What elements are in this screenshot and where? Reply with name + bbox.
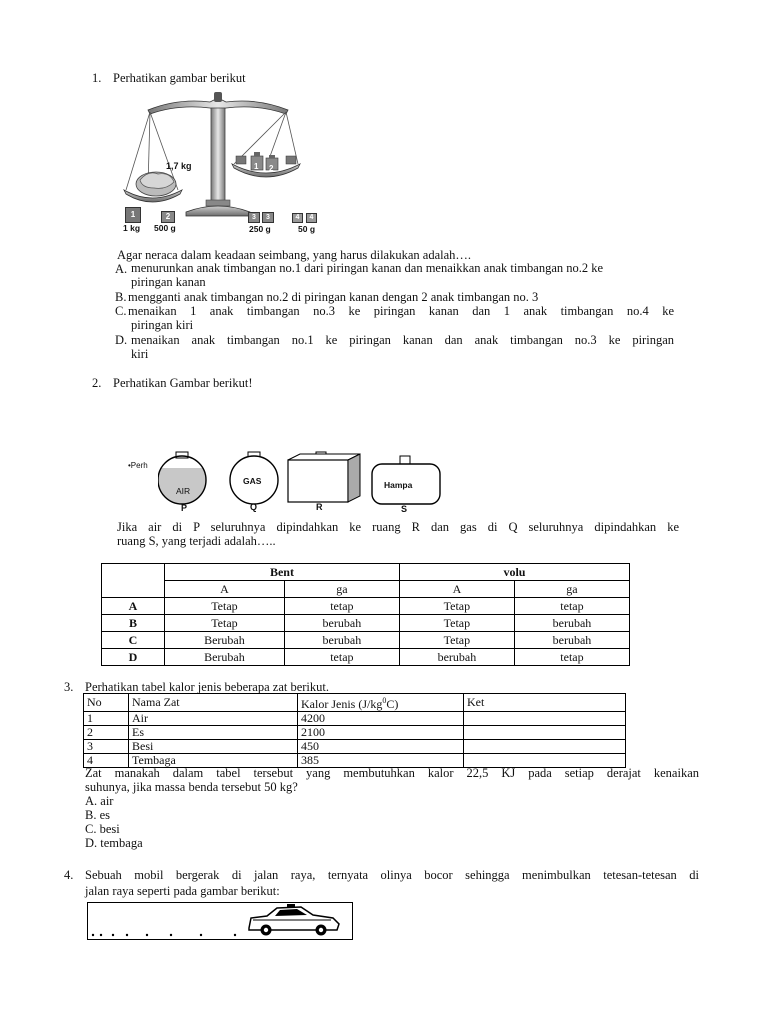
weight-block-3a: 3 <box>248 212 260 223</box>
table-cell: tetap <box>514 598 629 615</box>
letter-p: P <box>181 503 188 513</box>
label-hampa: Hampa <box>384 480 413 490</box>
q3-specific-heat-table <box>83 693 626 768</box>
q1-option-b-line1: mengganti anak timbangan no.2 di piringan kanan dengan 2 anak timbangan no. 3 <box>128 290 539 304</box>
containers-figure <box>158 450 458 506</box>
header-kalor: Kalor Jenis $(J/kg^0C)$ <box>298 694 464 712</box>
q1-option-d-letter: D. <box>115 333 128 347</box>
letter-r: R <box>316 502 323 512</box>
table-cell: Tetap <box>165 615 285 632</box>
right-pan-weight-2: 2 <box>269 164 274 173</box>
weight-block-3b: 3 <box>262 212 274 223</box>
table-row <box>102 649 630 666</box>
header-name: Nama Zat <box>129 694 298 712</box>
table-cell: tetap <box>284 598 399 615</box>
table-cell: berubah <box>514 632 629 649</box>
sub-header-1: A <box>165 581 285 598</box>
q2-question-line2: ruang S, yang terjadi adalah….. <box>117 534 276 548</box>
group-header-volu: volu <box>399 564 629 581</box>
table-cell: berubah <box>514 615 629 632</box>
q2-figure-note: •Perh <box>128 461 148 470</box>
table-cell: Berubah <box>165 649 285 666</box>
letter-s: S <box>401 504 408 514</box>
sub-header-3: A <box>399 581 514 598</box>
cell-kalor: 4200 <box>298 712 464 726</box>
oil-drip-car-figure <box>87 902 353 940</box>
cell-ket <box>464 740 626 754</box>
cell-name: Besi <box>129 740 298 754</box>
table-cell: Berubah <box>165 632 285 649</box>
table-cell: tetap <box>284 649 399 666</box>
cell-name: Es <box>129 726 298 740</box>
table-row <box>102 615 630 632</box>
q3-title: Perhatikan tabel kalor jenis beberapa zat berikut. <box>85 680 329 694</box>
table-corner <box>102 564 165 598</box>
q4-number: 4. <box>64 868 74 882</box>
q1-option-a-line1: menurunkan anak timbangan no.1 dari piringan kanan dan menaikkan anak timbangan no.2 ke <box>131 261 604 275</box>
row-label: D <box>102 649 165 666</box>
table-row <box>102 598 630 615</box>
label-gas: GAS <box>243 476 262 486</box>
q1-option-d-line1: menaikan anak timbangan no.1 ke piringan kanan dan anak timbangan no.3 ke piringan <box>131 333 674 347</box>
balance-scale-figure <box>118 88 338 236</box>
q1-question: Agar neraca dalam keadaan seimbang, yang harus dilakukan adalah…. <box>117 248 472 262</box>
row-label: A <box>102 598 165 615</box>
q1-option-a-line2: piringan kanan <box>131 275 206 289</box>
q3-option-c: C. besi <box>85 822 120 836</box>
table-row <box>84 712 626 726</box>
table-cell: berubah <box>284 615 399 632</box>
weight-block-1: 1 <box>125 207 141 223</box>
q2-title: Perhatikan Gambar berikut! <box>113 376 253 390</box>
q3-option-a: A. air <box>85 794 114 808</box>
cell-no: 2 <box>84 726 129 740</box>
sub-header-4: ga <box>514 581 629 598</box>
q4-line2: jalan raya seperti pada gambar berikut: <box>85 884 280 898</box>
center-weight-label: 1,7 kg <box>166 161 192 171</box>
label-air: AIR <box>176 486 191 496</box>
cell-name: Tembaga <box>129 754 298 768</box>
table-row <box>102 632 630 649</box>
sub-header-2: ga <box>284 581 399 598</box>
q1-option-a-letter: A. <box>115 262 128 276</box>
cell-no: 4 <box>84 754 129 768</box>
cell-ket <box>464 726 626 740</box>
row-label: C <box>102 632 165 649</box>
letter-q: Q <box>250 502 258 512</box>
q1-option-b-letter: B. <box>115 290 127 304</box>
weight-block-2: 2 <box>161 211 175 223</box>
table-cell: Tetap <box>399 615 514 632</box>
q1-number: 1. <box>92 71 102 85</box>
table-cell: berubah <box>284 632 399 649</box>
table-cell: tetap <box>514 649 629 666</box>
header-no: No <box>84 694 129 712</box>
weight-label-50g: 50 g <box>298 224 316 234</box>
q3-option-d: D. tembaga <box>85 836 143 850</box>
cell-no: 3 <box>84 740 129 754</box>
q3-number: 3. <box>64 680 74 694</box>
cell-kalor: 450 <box>298 740 464 754</box>
table-cell: Tetap <box>399 598 514 615</box>
group-header-bent: Bent <box>165 564 400 581</box>
q2-answer-table <box>101 563 630 666</box>
cell-no: 1 <box>84 712 129 726</box>
weight-label-1kg: 1 kg <box>123 223 141 233</box>
weight-block-4a: 4 <box>292 213 303 223</box>
q3-question-line1: Zat manakah dalam tabel tersebut yang membutuhkan kalor 22,5 KJ pada setiap derajat kenaikan <box>85 766 699 780</box>
q1-option-d-line2: kiri <box>131 347 149 361</box>
table-row <box>84 726 626 740</box>
q2-question-line1: Jika air di P seluruhnya dipindahkan ke ruang R dan gas di Q seluruhnya dipindahkan ke <box>117 520 679 534</box>
q1-option-c-line2: piringan kiri <box>131 318 194 332</box>
q1-option-c-letter: C. <box>115 304 127 318</box>
weight-label-250g: 250 g <box>249 224 271 234</box>
q1-option-c-line1: menaikan 1 anak timbangan no.3 ke piringan kanan dan 1 anak timbangan no.4 ke <box>128 304 674 318</box>
cell-kalor: 385 <box>298 754 464 768</box>
header-ket: Ket <box>464 694 626 712</box>
q4-line1: Sebuah mobil bergerak di jalan raya, ternyata olinya bocor sehingga menimbulkan tetesan-tetesan di <box>85 868 699 882</box>
table-cell: Tetap <box>165 598 285 615</box>
q1-title: Perhatikan gambar berikut <box>113 71 246 85</box>
table-row <box>84 740 626 754</box>
cell-kalor: 2100 <box>298 726 464 740</box>
weight-label-500g: 500 g <box>154 223 176 233</box>
row-label: B <box>102 615 165 632</box>
table-cell: Tetap <box>399 632 514 649</box>
cell-name: Air <box>129 712 298 726</box>
q2-number: 2. <box>92 376 102 390</box>
weight-block-4b: 4 <box>306 213 317 223</box>
cell-ket <box>464 712 626 726</box>
q3-question-line2: suhunya, jika massa benda tersebut 50 kg? <box>85 780 298 794</box>
right-pan-weight-1: 1 <box>254 162 259 171</box>
q3-option-b: B. es <box>85 808 110 822</box>
table-cell: berubah <box>399 649 514 666</box>
